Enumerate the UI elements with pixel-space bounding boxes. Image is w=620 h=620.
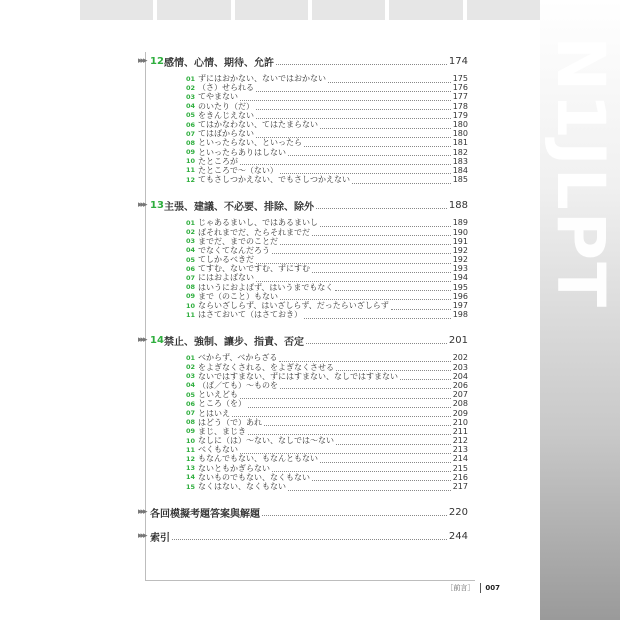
entry-text: なくはない、なくもない	[198, 482, 286, 492]
entry-page: 189	[452, 218, 468, 228]
chapter-number: 12	[150, 55, 164, 67]
entry-number: 03	[186, 372, 196, 381]
entry-number: 01	[186, 218, 196, 227]
dotted-leader	[312, 228, 451, 236]
entry-text: たところが	[198, 156, 238, 166]
entry-number: 10	[186, 436, 196, 445]
entry-text: てはかなわない、てはたまらない	[198, 120, 318, 130]
entry-text: まじ、まじき	[198, 426, 246, 436]
entry-page: 213	[452, 445, 468, 455]
dotted-leader	[320, 455, 451, 463]
footer-separator	[480, 583, 481, 593]
entry-number: 05	[186, 111, 196, 120]
entry-page: 192	[452, 245, 468, 255]
dotted-leader	[280, 381, 451, 389]
entry-number: 12	[186, 175, 196, 184]
dotted-leader	[256, 84, 451, 92]
entry-page: 207	[452, 390, 468, 400]
entry-number: 01	[186, 74, 196, 83]
toc-entry	[186, 310, 468, 319]
entry-number: 06	[186, 120, 196, 129]
dotted-leader	[335, 283, 450, 291]
chapter-title: 感情、心情、期待、允許	[164, 57, 274, 69]
entry-page: 212	[452, 436, 468, 446]
entry-page: 214	[452, 454, 468, 464]
entry-text: ならいざしらず、はいざしらず、だったらいざしらず	[198, 301, 389, 311]
chapter-page: 188	[448, 199, 468, 211]
entry-number: 02	[186, 83, 196, 92]
entry-page: 217	[452, 482, 468, 492]
chapter-page: 174	[448, 55, 468, 67]
entry-page: 209	[452, 408, 468, 418]
entry-text: といったらありはしない	[198, 147, 286, 157]
entry-text: ないものでもない、なくもない	[198, 472, 310, 482]
entry-page: 183	[452, 156, 468, 166]
entry-number: 15	[186, 482, 196, 491]
entry-number: 06	[186, 264, 196, 273]
dotted-leader	[232, 409, 451, 417]
dotted-leader	[328, 75, 451, 83]
entry-text: はさておいて（はさておき）	[198, 310, 302, 320]
entry-number: 10	[186, 157, 196, 166]
entry-text: といったらない、といったら	[198, 138, 302, 148]
dotted-leader	[262, 508, 447, 516]
entry-page: 197	[452, 301, 468, 311]
entry-page: 198	[452, 310, 468, 320]
dotted-leader	[248, 400, 451, 408]
entry-text: べからず、べからざる	[198, 353, 278, 363]
entry-number: 05	[186, 255, 196, 264]
entry-text: までだ、までのことだ	[198, 236, 278, 246]
dotted-leader	[288, 483, 451, 491]
entry-page: 180	[452, 129, 468, 139]
chapter-title: 禁止、強制、讓步、指責、否定	[164, 336, 304, 348]
bottom-rule	[145, 580, 475, 581]
entry-text: てもさしつかえない、でもさしつかえない	[198, 175, 350, 185]
entry-number: 14	[186, 473, 196, 482]
chapter-title: 主張、建議、不必要、排除、除外	[164, 201, 314, 213]
entry-page: 180	[452, 120, 468, 130]
entry-number: 07	[186, 273, 196, 282]
entry-page: 192	[452, 255, 468, 265]
entry-page: 176	[452, 83, 468, 93]
entry-number: 09	[186, 148, 196, 157]
entry-text: てはばからない	[198, 129, 254, 139]
entry-text: はどう（で）あれ	[198, 417, 262, 427]
entry-text: ところ（を）	[198, 399, 246, 409]
top-decoration-bar	[80, 0, 540, 20]
dotted-leader	[320, 219, 451, 227]
entry-page: 182	[452, 147, 468, 157]
chapter-heading	[138, 333, 468, 348]
entry-text: てすむ、ないですむ、ずにすむ	[198, 264, 310, 274]
dotted-leader	[400, 372, 451, 380]
entry-text: とはいえ	[198, 408, 230, 418]
entry-text: たところで〜（ない）	[198, 165, 278, 175]
entry-page: 190	[452, 227, 468, 237]
dotted-leader	[288, 148, 451, 156]
entry-page: 202	[452, 353, 468, 363]
entry-list	[186, 353, 468, 491]
entry-text: まで（のこと）もない	[198, 291, 278, 301]
entry-text: じゃあるまいし、ではあるまいし	[198, 218, 318, 228]
entry-page: 206	[452, 380, 468, 390]
entry-number: 02	[186, 363, 196, 372]
entry-text: にはおよばない	[198, 273, 254, 283]
entry-text: ばそれまでだ、たらそれまでだ	[198, 227, 310, 237]
dotted-leader	[306, 336, 447, 344]
chapter-page: 201	[448, 334, 468, 346]
entry-list	[186, 218, 468, 319]
chapter-arrow-icon: ▸▸▸	[138, 56, 146, 66]
entry-text: をよぎなくされる、をよぎなくさせる	[198, 362, 334, 372]
dotted-leader	[272, 246, 451, 254]
entry-page: 185	[452, 175, 468, 185]
dotted-leader	[312, 473, 451, 481]
dotted-leader	[312, 265, 451, 273]
entry-number: 08	[186, 283, 196, 292]
page-footer	[444, 582, 500, 594]
entry-text: てしかるべきだ	[198, 255, 254, 265]
entry-page: 195	[452, 282, 468, 292]
dotted-leader	[264, 418, 451, 426]
entry-text: はいうにおよばず、はいうまでもなく	[198, 282, 334, 292]
toc-entry	[186, 482, 468, 491]
appendix-heading	[138, 529, 468, 544]
entry-text: もなんでもない、もなんともない	[198, 454, 318, 464]
entry-number: 04	[186, 246, 196, 255]
entry-number: 07	[186, 129, 196, 138]
entry-number: 10	[186, 301, 196, 310]
appendix-page: 220	[448, 506, 468, 518]
toc-entry	[186, 175, 468, 184]
entry-text: でなくてなんだろう	[198, 245, 270, 255]
entry-page: 203	[452, 362, 468, 372]
entry-page: 216	[452, 472, 468, 482]
footer-section-label: ［前言］	[446, 584, 475, 592]
entry-number: 09	[186, 292, 196, 301]
dotted-leader	[304, 311, 451, 319]
entry-page: 179	[452, 110, 468, 120]
entry-page: 177	[452, 92, 468, 102]
dotted-leader	[280, 237, 451, 245]
entry-number: 06	[186, 399, 196, 408]
chapter-arrow-icon: ▸▸▸	[138, 531, 146, 542]
entry-number: 04	[186, 381, 196, 390]
entry-text: べくもない	[198, 445, 238, 455]
entry-list	[186, 74, 468, 184]
entry-text: といえども	[198, 390, 238, 400]
entry-page: 208	[452, 399, 468, 409]
dotted-leader	[240, 391, 451, 399]
entry-number: 11	[186, 166, 196, 175]
entry-page: 210	[452, 417, 468, 427]
entry-page: 181	[452, 138, 468, 148]
dotted-leader	[240, 93, 451, 101]
entry-number: 12	[186, 454, 196, 463]
entry-page: 184	[452, 165, 468, 175]
entry-text: ないではすまない、ずにはすまない、なしではすまない	[198, 371, 398, 381]
entry-page: 178	[452, 101, 468, 111]
chapter-arrow-icon: ▸▸▸	[138, 507, 146, 518]
chapter-arrow-icon: ▸▸▸	[138, 335, 146, 346]
entry-page: 196	[452, 291, 468, 301]
dotted-leader	[276, 57, 447, 65]
appendix-heading	[138, 505, 468, 520]
dotted-leader	[256, 102, 451, 110]
dotted-leader	[316, 201, 447, 209]
entry-text: ないともかぎらない	[198, 463, 270, 473]
entry-text: てやまない	[198, 92, 238, 102]
table-of-contents	[138, 54, 468, 553]
entry-number: 01	[186, 353, 196, 362]
entry-page: 215	[452, 463, 468, 473]
chapter-number: 14	[150, 334, 164, 346]
entry-number: 08	[186, 418, 196, 427]
entry-page: 204	[452, 371, 468, 381]
chapter-number: 13	[150, 199, 164, 211]
entry-number: 11	[186, 310, 196, 319]
dotted-leader	[352, 176, 451, 184]
side-title: N1JLPT	[542, 36, 619, 310]
entry-page: 193	[452, 264, 468, 274]
entry-number: 11	[186, 445, 196, 454]
dotted-leader	[172, 532, 447, 540]
entry-text: （さ）せられる	[198, 83, 254, 93]
entry-number: 07	[186, 409, 196, 418]
page-number: 007	[485, 584, 500, 592]
dotted-leader	[304, 139, 451, 147]
dotted-leader	[336, 437, 451, 445]
entry-number: 02	[186, 228, 196, 237]
chapter-heading	[138, 198, 468, 213]
appendix-title: 各回模擬考題答案與解題	[150, 508, 260, 520]
chapter-arrow-icon: ▸▸▸	[138, 200, 146, 211]
entry-text: （ば／ても）〜ものを	[198, 380, 278, 390]
entry-text: ずにはおかない、ないではおかない	[198, 74, 326, 84]
dotted-leader	[320, 121, 451, 129]
chapter-heading	[138, 54, 468, 69]
entry-number: 03	[186, 237, 196, 246]
entry-text: のいたり（だ）	[198, 101, 254, 111]
entry-number: 05	[186, 390, 196, 399]
entry-page: 191	[452, 236, 468, 246]
dotted-leader	[391, 302, 451, 310]
left-rule	[145, 52, 146, 580]
entry-number: 04	[186, 102, 196, 111]
entry-page: 194	[452, 273, 468, 283]
appendix-title: 索引	[150, 532, 170, 544]
entry-number: 09	[186, 427, 196, 436]
entry-number: 08	[186, 138, 196, 147]
entry-number: 13	[186, 464, 196, 473]
entry-text: をきんじえない	[198, 110, 254, 120]
entry-page: 211	[452, 426, 468, 436]
entry-number: 03	[186, 92, 196, 101]
appendix-page: 244	[448, 530, 468, 542]
entry-page: 175	[452, 74, 468, 84]
entry-text: なしに（は）〜ない、なしでは〜ない	[198, 436, 334, 446]
